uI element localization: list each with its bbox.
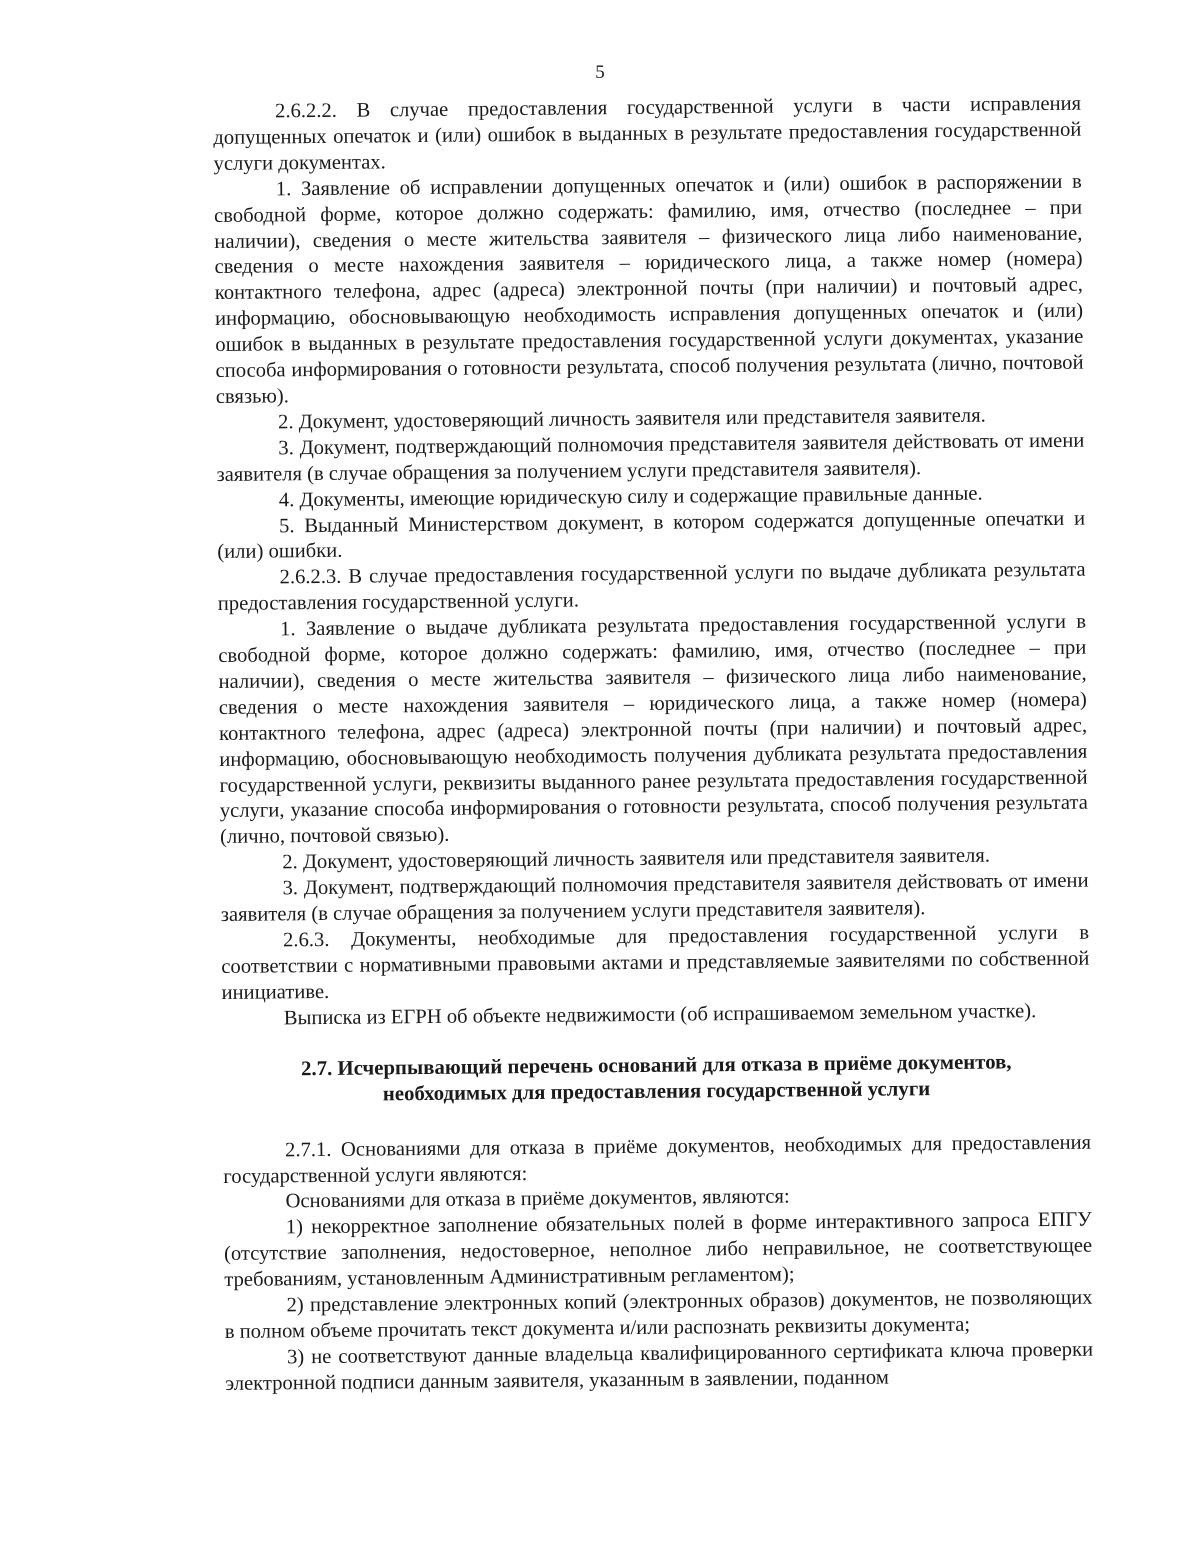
paragraph-2-6-2-3: 2.6.2.3. В случае предоставления государственной услуги по выдаче дубликата результата предоставления государственной услуги.: [217, 558, 1086, 616]
section-heading-line-1: 2.7. Исчерпывающий перечень оснований для отказа в приёме документов,: [300, 1050, 1012, 1080]
paragraph-authority-document: 3. Документ, подтверждающий полномочия представителя заявителя действовать от имени заявителя (в случае обращения за получением услуги представителя заявителя).: [216, 429, 1085, 486]
paragraph-ground-3: 3) не соответствуют данные владельца квалифицированного сертификата ключа проверки электронной подписи данным заявителя, указанным в заявлении, поданном: [225, 1338, 1094, 1395]
paragraph-correction-application: 1. Заявление об исправлении допущенных опечаток и (или) ошибок в распоряжении в свободной форме, которое должно содержать: фамилию, имя, отчество (последнее – при наличии), сведения о месте жительства заявителя – физического лица либо наименование, сведения о месте нахождения заявителя – юридического лица, а также номер (номера) контактного телефона, адрес (адреса) электронной почты (при наличии) и почтовый адрес, информацию, обосновывающую необходимость исправления допущенных опечаток и (или) ошибок в выданных в результате предоставления государственной услуги документах, указание способа информирования о готовности результата, способ получения результата (лично, почтовой связью).: [214, 170, 1084, 408]
paragraph-identity-document: 2. Документ, удостоверяющий личность заявителя или представителя заявителя.: [277, 404, 986, 434]
paragraph-duplicate-application: 1. Заявление о выдаче дубликата результата предоставления государственной услуги в свободной форме, которое должно содержать: фамилию, имя, отчество (последнее – при наличии), сведения о месте жительства заявителя – физического лица либо наименование, сведения о месте нахождения заявителя – юридического лица, а также номер (номера) контактного телефона, адрес (адреса) электронной почты (при наличии) и почтовый адрес, информацию, обосновывающую необходимость получения дубликата результата предоставления государственной услуги, реквизиты выданного ранее результата предоставления государственной услуги, указание способа информирования о готовности результата, способ получения результата (лично, почтовой связью).: [218, 610, 1088, 849]
paragraph-2-7-1: 2.7.1. Основаниями для отказа в приёме документов, необходимых для предоставления государственной услуги являются:: [223, 1131, 1092, 1188]
paragraph-ground-2: 2) представление электронных копий (электронных образов) документов, не позволяющих в полном объеме прочитать текст документа и/или распознать реквизиты документа;: [224, 1286, 1093, 1343]
paragraph-2-6-2-2: 2.6.2.2. В случае предоставления государственной услуги в части исправления допущенных опечаток и (или) ошибок в выданных в результате предоставления государственной услуги документах.: [213, 92, 1082, 175]
paragraph-issued-document: 5. Выданный Министерством документ, в котором содержатся допущенные опечатки и (или) ошибки.: [217, 507, 1086, 564]
paragraph-2-6-3: 2.6.3. Документы, необходимые для предоставления государственной услуги в соответствии с нормативными правовыми актами и представляемые заявителями по собственной инициативе.: [221, 921, 1090, 1004]
paragraph-refusal-grounds: Основаниями для отказа в приёме документов, являются:: [285, 1185, 790, 1213]
section-heading-line-2: необходимых для предоставления государственной услуги: [382, 1076, 931, 1106]
paragraph-ground-1: 1) некорректное заполнение обязательных полей в форме интерактивного запроса ЕПГУ (отсутствие заполнения, недостоверное, неполное либо неправильное, не соответствующее требованиям, установленным Административным регламентом);: [223, 1208, 1093, 1292]
document-body: [213, 92, 1093, 1398]
paragraph-identity-document-2: 2. Документ, удостоверяющий личность заявителя или представителя заявителя.: [282, 844, 991, 874]
paragraph-egrn-extract: Выписка из ЕГРН об объекте недвижимости (об испрашиваемом земельном участке).: [283, 999, 1037, 1030]
section-heading-2-7: [222, 1048, 1090, 1108]
page-number: 5: [595, 62, 605, 83]
paragraph-authority-document-2: 3. Документ, подтверждающий полномочия представителя заявителя действовать от имени заявителя (в случае обращения за получением услуги представителя заявителя).: [220, 869, 1089, 927]
paragraph-valid-documents: 4. Документы, имеющие юридическую силу и содержащие правильные данные.: [278, 482, 983, 511]
